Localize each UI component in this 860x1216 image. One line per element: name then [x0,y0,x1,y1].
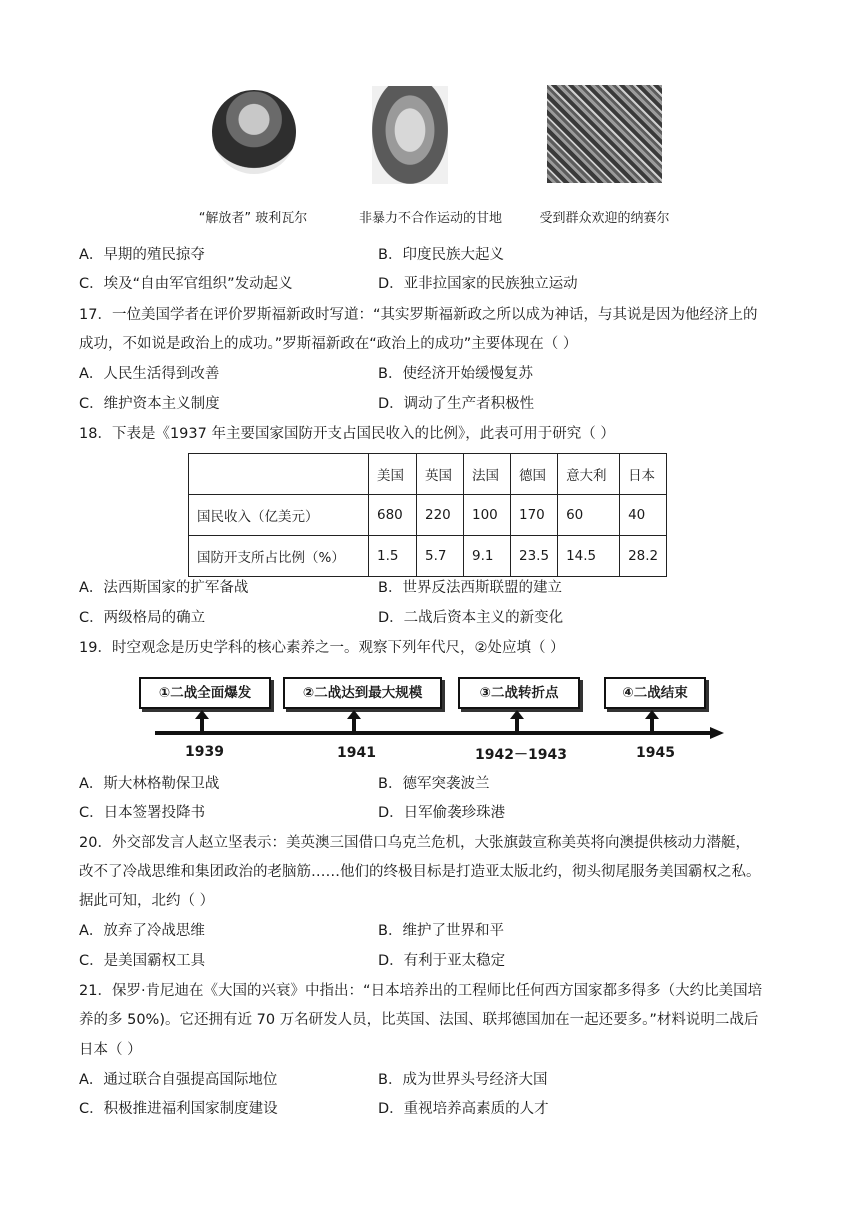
table-cell: 9.1 [464,536,511,577]
q20-option-c: C．是美国霸权工具 [79,953,206,969]
table-cell: 14.5 [558,536,620,577]
image-caption-bolivar: “解放者” 玻利瓦尔 [198,211,308,226]
q17-stem-line-1: 17．一位美国学者在评价罗斯福新政时写道：“其实罗斯福新政之所以成为神话，与其说是因为他经济上的 [79,307,758,323]
q20-stem-line-2: 改不了冷战思维和集团政治的老脑筋……他们的终极目标是打造亚太版北约，彻头彻尾服务美国霸权之私。 [79,864,761,880]
timeline-box-4: ④二战结束 [604,677,706,709]
table-row [189,495,667,536]
table-header-cell: 英国 [417,454,464,495]
q16-option-c: C．埃及“自由军官组织”发动起义 [79,276,293,292]
q19-option-d: D．日军偷袭珍珠港 [378,805,506,821]
timeline-year-3: 1942－1943 [475,747,567,763]
image-caption-gandhi: 非暴力不合作运动的甘地 [358,211,502,226]
timeline-year-2: 1941 [337,745,376,761]
table-cell: 28.2 [620,536,667,577]
q21-stem-line-3: 日本（ ） [79,1042,142,1058]
q17-option-a: A．人民生活得到改善 [79,366,220,382]
table-header-cell [189,454,369,495]
table-cell: 国防开支所占比例（%） [189,536,369,577]
q16-option-d: D．亚非拉国家的民族独立运动 [378,276,578,292]
table-cell: 220 [417,495,464,536]
q16-option-a: A．早期的殖民掠夺 [79,247,205,263]
q19-option-a: A．斯大林格勒保卫战 [79,776,220,792]
table-cell: 680 [369,495,417,536]
q20-option-a: A．放弃了冷战思维 [79,923,205,939]
timeline-axis [150,708,730,740]
q21-stem-line-1: 21．保罗·肯尼迪在《大国的兴衰》中指出：“日本培养出的工程师比任何西方国家都多得多（大约比美国培 [79,983,763,999]
table-cell: 60 [558,495,620,536]
defense-spending-table [188,453,667,577]
q18-option-c: C．两级格局的确立 [79,610,206,626]
q21-option-a: A．通过联合自强提高国际地位 [79,1072,278,1088]
table-header-row [189,454,667,495]
timeline-box-3: ③二战转折点 [458,677,580,709]
table-row [189,536,667,577]
q21-stem-line-2: 养的多 50%)。它还拥有近 70 万名研发人员，比英国、法国、联邦德国加在一起还要多。”材料说明二战后 [79,1012,759,1028]
q21-option-c: C．积极推进福利国家制度建设 [79,1101,278,1117]
table-cell: 1.5 [369,536,417,577]
q18-option-d: D．二战后资本主义的新变化 [378,610,564,626]
q18-option-a: A．法西斯国家的扩军备战 [79,580,249,596]
q17-option-d: D．调动了生产者积极性 [378,396,535,412]
timeline-year-1: 1939 [185,744,224,760]
nasser-crowd-photo [547,85,662,183]
q17-option-b: B．使经济开始缓慢复苏 [378,366,533,382]
image-caption-nasser: 受到群众欢迎的纳赛尔 [539,211,670,226]
table-cell: 国民收入（亿美元） [189,495,369,536]
table-cell: 40 [620,495,667,536]
table-cell: 170 [511,495,558,536]
q20-stem-line-1: 20．外交部发言人赵立坚表示：美英澳三国借口乌克兰危机，大张旗鼓宣称美英将向澳提供核动力潜艇， [79,835,750,851]
bolivar-portrait [212,90,296,174]
q20-option-d: D．有利于亚太稳定 [378,953,506,969]
q20-option-b: B．维护了世界和平 [378,923,504,939]
q20-stem-line-3: 据此可知，北约（ ） [79,893,215,909]
q17-option-c: C．维护资本主义制度 [79,396,220,412]
timeline-box-2: ②二战达到最大规模 [283,677,442,709]
table-header-cell: 法国 [464,454,511,495]
table-header-cell: 意大利 [558,454,620,495]
gandhi-portrait [372,86,448,184]
q16-option-b: B．印度民族大起义 [378,247,504,263]
timeline-year-4: 1945 [636,745,675,761]
q21-option-d: D．重视培养高素质的人才 [378,1101,549,1117]
q19-option-c: C．日本签署投降书 [79,805,206,821]
table-header-cell: 美国 [369,454,417,495]
table-header-cell: 日本 [620,454,667,495]
timeline-box-1: ①二战全面爆发 [139,677,271,709]
q19-stem: 19．时空观念是历史学科的核心素养之一。观察下列年代尺，②处应填（ ） [79,640,565,656]
q21-option-b: B．成为世界头号经济大国 [378,1072,548,1088]
q18-option-b: B．世界反法西斯联盟的建立 [378,580,562,596]
table-cell: 100 [464,495,511,536]
q19-option-b: B．德军突袭波兰 [378,776,490,792]
table-cell: 23.5 [511,536,558,577]
q18-stem: 18．下表是《1937 年主要国家国防开支占国民收入的比例》，此表可用于研究（ ） [79,426,615,442]
table-header-cell: 德国 [511,454,558,495]
table-cell: 5.7 [417,536,464,577]
q17-stem-line-2: 成功，不如说是政治上的成功。”罗斯福新政在“政治上的成功”主要体现在（ ） [79,336,578,352]
